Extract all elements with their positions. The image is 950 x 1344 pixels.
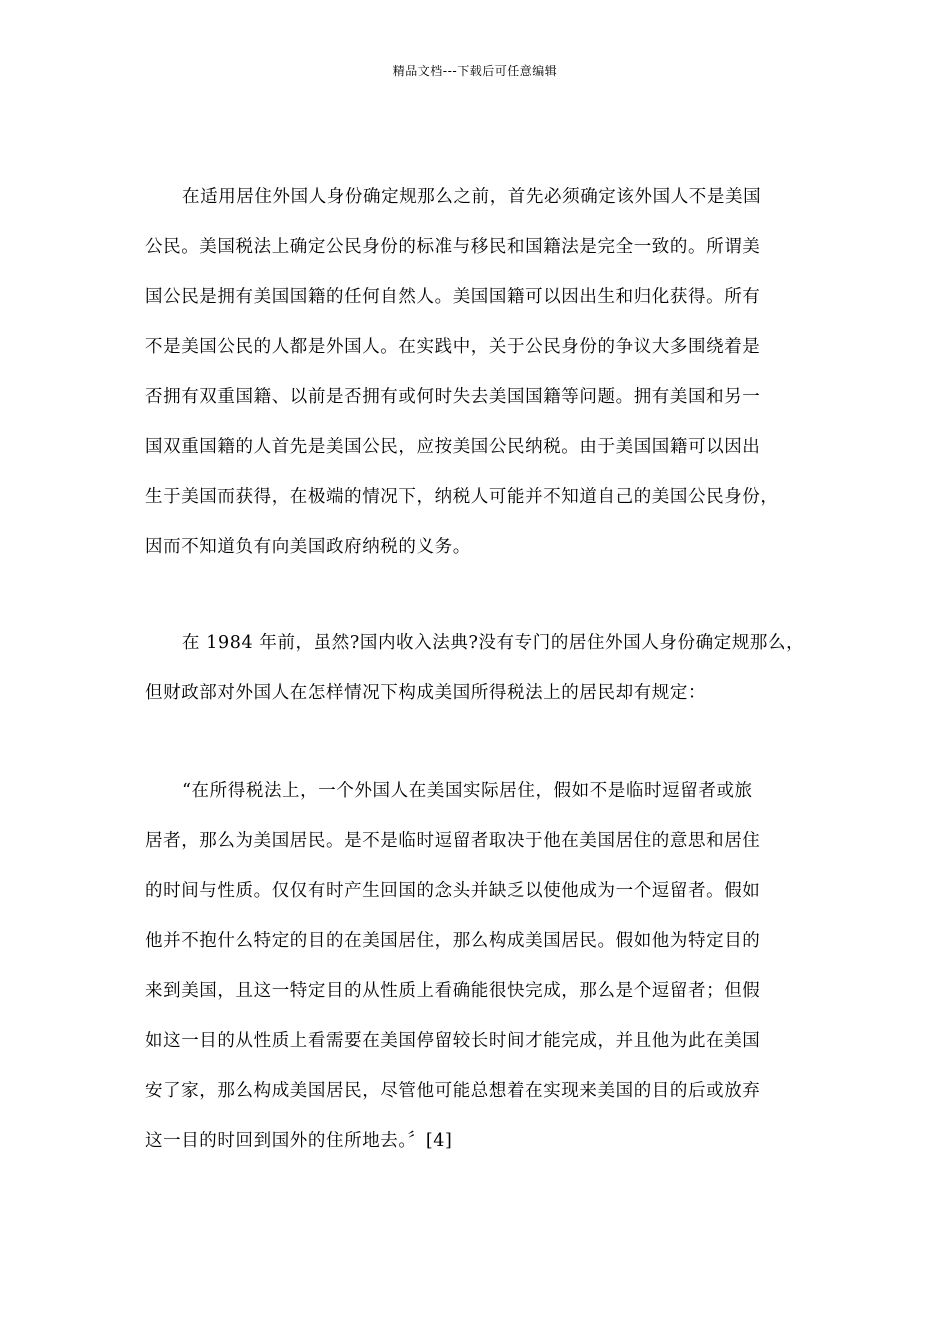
paragraph-line: 否拥有双重国籍、以前是否拥有或何时失去美国国籍等问题。拥有美国和另一 (145, 387, 761, 407)
paragraph-line: 在适用居住外国人身份确定规那么之前，首先必须确定该外国人不是美国 (182, 187, 762, 207)
paragraph-line: 居者，那么为美国居民。是不是临时逗留者取决于他在美国居住的意思和居住 (145, 831, 761, 851)
paragraph-line: “在所得税法上，一个外国人在美国实际居住，假如不是临时逗留者或旅 (182, 781, 753, 801)
paragraph-line: 国公民是拥有美国国籍的任何自然人。美国国籍可以因出生和归化获得。所有 (145, 287, 761, 307)
paragraph-line: 他并不抱什么特定的目的在美国居住，那么构成美国居民。假如他为特定目的 (145, 931, 761, 951)
paragraph-line: 来到美国，且这一特定目的从性质上看确能很快完成，那么是个逗留者；但假 (145, 981, 761, 1001)
paragraph-line: 在 1984 年前，虽然?国内收入法典?没有专门的居住外国人身份确定规那么， (182, 633, 805, 653)
paragraph-citizenship (145, 172, 805, 572)
paragraph-line: 安了家，那么构成美国居民，尽管他可能总想着在实现来美国的目的后或放弃 (145, 1081, 761, 1101)
paragraph-quote (145, 766, 805, 1166)
paragraph-line: 的时间与性质。仅仅有时产生回国的念头并缺乏以使他成为一个逗留者。假如 (145, 881, 761, 901)
paragraph-line: 不是美国公民的人都是外国人。在实践中，关于公民身份的争议大多围绕着是 (145, 337, 761, 357)
paragraph-line: 但财政部对外国人在怎样情况下构成美国所得税法上的居民却有规定： (145, 683, 707, 703)
paragraph-line: 这一目的时回到国外的住所地去。〞[4] (145, 1131, 453, 1151)
paragraph-line: 因而不知道负有向美国政府纳税的义务。 (145, 537, 471, 557)
paragraph-line: 国双重国籍的人首先是美国公民，应按美国公民纳税。由于美国国籍可以因出 (145, 437, 761, 457)
paragraph-line: 如这一目的从性质上看需要在美国停留较长时间才能完成，并且他为此在美国 (145, 1031, 761, 1051)
paragraph-1984 (145, 618, 805, 718)
paragraph-line: 生于美国而获得，在极端的情况下，纳税人可能并不知道自己的美国公民身份， (145, 487, 779, 507)
page-header: 精品文档---下载后可任意编辑 (392, 64, 558, 78)
paragraph-line: 公民。美国税法上确定公民身份的标准与移民和国籍法是完全一致的。所谓美 (145, 237, 761, 257)
